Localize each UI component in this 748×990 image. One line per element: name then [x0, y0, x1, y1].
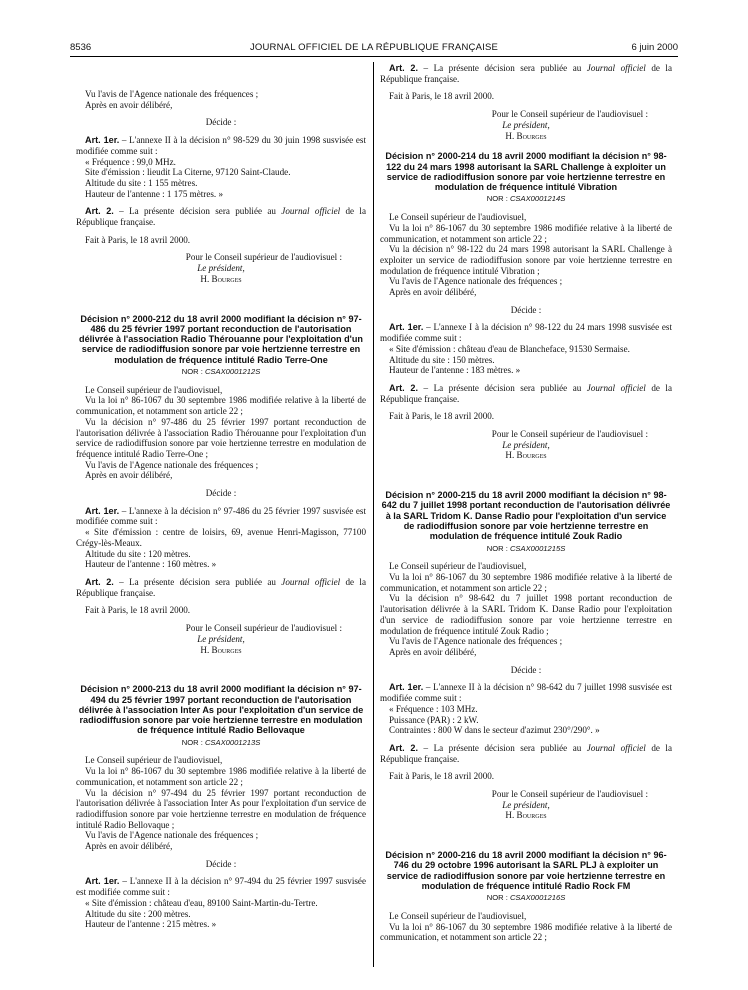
paragraph: Après en avoir délibéré,: [85, 470, 173, 481]
article: [76, 135, 366, 156]
signature-role: Le président,: [502, 799, 550, 810]
signature-name: H. Bourges: [505, 810, 547, 821]
article: [76, 206, 366, 227]
paragraph: Le Conseil supérieur de l'audiovisuel,: [85, 384, 223, 395]
article-label: Art. 2.: [85, 576, 114, 587]
column-right: [380, 63, 672, 943]
article-tail: de la République française.: [76, 206, 366, 228]
nor-reference: [380, 893, 672, 904]
decide-heading: Décide :: [510, 304, 542, 315]
spacer: [76, 570, 366, 577]
article-text: – La présente décision sera publiée au: [418, 382, 587, 393]
signature-for: Pour le Conseil supérieur de l'audiovisuel :: [491, 109, 648, 120]
article-text: – L'annexe II à la décision n° 98-529 du 30 juin 1998 susvisée est modifiée comme suit :: [76, 135, 366, 156]
fait-a-paris: Fait à Paris, le 18 avril 2000.: [85, 234, 191, 245]
decision-title-213: Décision n° 2000-213 du 18 avril 2000 modifiant la décision n° 97-494 du 25 février 1997 portant reconduction de l'autorisation délivrée à l'association Inter As pour l'exploitation d'un service de radiodiffusion sonore par voie hertzienne terrestre en modulation de fréquence intitulé Radio Bellovaque: [78, 684, 364, 736]
spacer: [380, 736, 672, 743]
article-text: – L'annexe II à la décision n° 98-642 du 7 juillet 1998 susvisée est modifiée comme suit :: [380, 682, 672, 704]
paragraph: Altitude du site : 200 mètres.: [85, 908, 191, 919]
article-label: Art. 1er.: [85, 135, 120, 146]
spacer: [380, 298, 672, 305]
nor-label: NOR :: [181, 367, 205, 377]
fait-a-paris: Fait à Paris, le 18 avril 2000.: [389, 771, 495, 782]
article-label: Art. 2.: [389, 382, 419, 393]
paragraph: Vu la loi n° 86-1067 du 30 septembre 1986 modifiée relative à la liberté de communication, et notamment son article 22 ;: [380, 572, 672, 593]
article-label: Art. 1er.: [85, 876, 120, 887]
spacer: [76, 869, 366, 876]
paragraph: Le Conseil supérieur de l'audiovisuel,: [85, 755, 223, 766]
decide-heading: Décide :: [510, 664, 542, 675]
paragraph: Vu l'avis de l'Agence nationale des fréquences ;: [389, 276, 563, 287]
spacer: [76, 228, 366, 235]
article-tail: de la République française.: [76, 576, 366, 598]
article-label: Art. 2.: [389, 742, 419, 753]
journal-officiel-ref: Journal officiel: [586, 742, 646, 753]
paragraph: Vu l'avis de l'Agence nationale des fréquences ;: [85, 89, 259, 99]
signature-for: Pour le Conseil supérieur de l'audiovisuel :: [185, 252, 342, 263]
article-text: – L'annexe II à la décision n° 97-494 du 25 février 1997 susvisée est modifiée comme suit :: [76, 876, 366, 898]
paragraph: Hauteur de l'antenne : 1 175 mètres. »: [85, 188, 224, 199]
paragraph: Hauteur de l'antenne : 183 mètres. »: [389, 365, 521, 376]
article-label: Art. 1er.: [389, 322, 424, 333]
paragraph: « Site d'émission : centre de loisirs, 69, avenue Henri-Magisson, 77100 Crégy-lès-Meaux.: [76, 527, 366, 548]
paragraph: Hauteur de l'antenne : 215 mètres. »: [85, 919, 217, 930]
article-label: Art. 1er.: [85, 505, 120, 516]
article-text: – La présente décision sera publiée au: [418, 63, 587, 73]
paragraph: Vu l'avis de l'Agence nationale des fréquences ;: [389, 636, 563, 647]
paragraph: Vu l'avis de l'Agence nationale des fréquences ;: [85, 459, 259, 470]
article: [380, 322, 672, 343]
spacer: [76, 285, 366, 311]
spacer: [76, 481, 366, 488]
spacer: [380, 782, 672, 789]
paragraph: Le Conseil supérieur de l'audiovisuel,: [389, 561, 527, 572]
spacer: [380, 141, 672, 148]
article-text: – L'annexe à la décision n° 97-486 du 25 février 1997 susvisée est modifiée comme suit :: [76, 505, 366, 527]
paragraph: « Fréquence : 99,0 MHz.: [85, 156, 176, 167]
signature-role: Le président,: [502, 439, 550, 450]
spacer: [380, 404, 672, 411]
spacer: [380, 102, 672, 109]
paragraph: Vu la décision n° 98-642 du 7 juillet 1998 portant reconduction de l'autorisation délivrée à la SARL Tridom K. Danse Radio pour l'exploitation d'un service de radiodiffusion sonore par voie hertzienne terrestre en modulation de fréquence intitulé Zouk Radio ;: [380, 593, 672, 636]
paragraph: Après en avoir délibéré,: [85, 99, 173, 110]
journal-officiel-ref: Journal officiel: [586, 382, 646, 393]
nor-label: NOR :: [486, 194, 510, 204]
nor-code: CSAX0001216S: [509, 893, 566, 903]
paragraph: Vu la loi n° 86-1067 du 30 septembre 1986 modifiée relative à la liberté de communication, et notamment son article 22 ;: [76, 395, 366, 417]
fait-a-paris: Fait à Paris, le 18 avril 2000.: [389, 411, 495, 422]
paragraph: Puissance (PAR) : 2 kW.: [389, 714, 479, 725]
signature-for: Pour le Conseil supérieur de l'audiovisuel :: [185, 623, 342, 634]
paragraph: Altitude du site : 1 155 mètres.: [85, 177, 198, 188]
nor-code: CSAX0001212S: [204, 367, 261, 377]
paragraph: Vu la décision n° 97-494 du 25 février 1997 portant reconduction de l'autorisation délivrée à l'association Inter As pour l'exploitation d'un service de radiodiffusion sonore par voie hertzienne terrestre en modulation de fréquence intitulé Radio Bellovaque ;: [76, 787, 366, 830]
decide-heading: Décide :: [205, 858, 237, 869]
journal-officiel-ref: Journal officiel: [586, 63, 646, 73]
article-tail: de la République française.: [380, 742, 672, 764]
spacer: [380, 422, 672, 429]
decision-title-216: Décision n° 2000-216 du 18 avril 2000 modifiant la décision n° 96-746 du 29 octobre 1996 autorisant la SARL PLJ à exploiter un service de radiodiffusion sonore par voie hertzienne terrestre en modulation de fréquence intitulé Radio Rock FM: [385, 850, 667, 892]
signature-name: H. Bourges: [200, 273, 242, 284]
signature-name: H. Bourges: [505, 130, 547, 141]
article: [76, 577, 366, 598]
article: [380, 383, 672, 404]
decision-title-215: Décision n° 2000-215 du 18 avril 2000 modifiant la décision n° 98-642 du 7 juillet 1998 portant reconduction de l'autorisation délivrée à la SARL Tridom K. Danse Radio pour l'exploitation d'un service de radiodiffusion sonore par voie hertzienne terrestre en modulation de fréquence intitulé Zouk Radio: [381, 490, 671, 542]
decide-heading: Décide :: [205, 117, 237, 128]
signature-name: H. Bourges: [505, 450, 547, 461]
nor-reference: [380, 194, 672, 205]
paragraph: Après en avoir délibéré,: [85, 841, 173, 852]
article: [380, 743, 672, 764]
signature-name: H. Bourges: [200, 644, 242, 655]
paragraph: « Fréquence : 103 MHz.: [389, 703, 478, 714]
spacer: [76, 199, 366, 206]
signature-role: Le président,: [197, 263, 245, 274]
paragraph: Après en avoir délibéré,: [389, 287, 477, 298]
signature-for: Pour le Conseil supérieur de l'audiovisuel :: [491, 429, 648, 440]
nor-label: NOR :: [181, 737, 205, 747]
article: [380, 63, 672, 84]
nor-code: CSAX0001213S: [204, 737, 261, 747]
article-text: – La présente décision sera publiée au: [113, 576, 282, 587]
nor-code: CSAX0001215S: [509, 543, 566, 553]
spacer: [76, 128, 366, 135]
article-text: – La présente décision sera publiée au: [113, 206, 282, 217]
article: [380, 682, 672, 703]
page-number: 8536: [70, 42, 92, 53]
nor-code: CSAX0001214S: [509, 194, 566, 204]
decision-title-214: Décision n° 2000-214 du 18 avril 2000 modifiant la décision n° 98-122 du 24 mars 1998 autorisant la SARL Challenge à exploiter un service de radiodiffusion sonore par voie hertzienne terrestre en modulation de fréquence intitulé Vibration: [385, 151, 667, 193]
spacer: [380, 675, 672, 682]
fait-a-paris: Fait à Paris, le 18 avril 2000.: [85, 605, 191, 616]
article: [76, 876, 366, 897]
spacer: [380, 315, 672, 322]
page-header: [70, 40, 678, 57]
spacer: [380, 764, 672, 771]
paragraph: Vu la décision n° 97-486 du 25 février 1997 portant reconduction de l'autorisation délivrée à l'association Radio Thérouanne pour l'exploitation d'un service de radiodiffusion sonore par voie hertzienne terrestre en modulation de fréquence intitulé Radio Terre-One ;: [76, 416, 366, 459]
article-label: Art. 2.: [85, 206, 114, 217]
journal-officiel-ref: Journal officiel: [281, 576, 341, 587]
signature-role: Le président,: [197, 633, 245, 644]
column-separator: [373, 62, 374, 967]
fait-a-paris: Fait à Paris, le 18 avril 2000.: [389, 91, 495, 102]
paragraph: Vu la décision n° 98-122 du 24 mars 1998 autorisant la SARL Challenge à exploiter un service de radiodiffusion sonore par voie hertzienne terrestre en modulation de fréquence intitulé Vibration ;: [380, 244, 672, 276]
article-text: – La présente décision sera publiée au: [418, 742, 587, 753]
paragraph: Vu l'avis de l'Agence nationale des fréquences ;: [85, 830, 259, 841]
spacer: [380, 658, 672, 665]
paragraph: « Site d'émission : château d'eau, 89100 Saint-Martin-du-Tertre.: [85, 897, 318, 908]
paragraph: Après en avoir délibéré,: [389, 646, 477, 657]
paragraph: Le Conseil supérieur de l'audiovisuel,: [389, 212, 527, 223]
spacer: [76, 110, 366, 117]
signature-for: Pour le Conseil supérieur de l'audiovisuel :: [491, 789, 648, 800]
nor-label: NOR :: [486, 893, 510, 903]
decision-title-212: Décision n° 2000-212 du 18 avril 2000 modifiant la décision n° 97-486 du 25 février 1997 portant reconduction de l'autorisation délivrée à l'association Radio Thérouanne pour l'exploitation d'un service de radiodiffusion sonore par voie hertzienne terrestre en modulation de fréquence intitulé Radio Terre-One: [79, 313, 363, 365]
nor-label: NOR :: [486, 543, 510, 553]
column-left: [76, 89, 366, 930]
paragraph: Site d'émission : lieudit La Citerne, 97120 Saint-Claude.: [85, 167, 291, 178]
paragraph: « Site d'émission : château d'eau de Blancheface, 91530 Sermaise.: [389, 343, 630, 354]
article: [76, 506, 366, 527]
article-label: Art. 2.: [389, 63, 419, 73]
decide-heading: Décide :: [205, 488, 237, 499]
paragraph: Vu la loi n° 86-1067 du 30 septembre 1986 modifiée relative à la liberté de communication, et notamment son article 22 ;: [380, 222, 672, 244]
spacer: [380, 461, 672, 487]
article-tail: de la République française.: [380, 382, 672, 404]
spacer: [76, 616, 366, 623]
spacer: [76, 245, 366, 252]
article-tail: de la République française.: [380, 63, 672, 84]
paragraph: Vu la loi n° 86-1067 du 30 septembre 1986 modifiée relative à la liberté de communication, et notamment son article 22 ;: [380, 921, 672, 943]
paragraph: Altitude du site : 150 mètres.: [389, 354, 495, 365]
nor-reference: [380, 544, 672, 555]
nor-reference: [76, 738, 366, 749]
spacer: [380, 821, 672, 847]
paragraph: Hauteur de l'antenne : 160 mètres. »: [85, 559, 217, 570]
spacer: [76, 852, 366, 859]
issue-date: 6 juin 2000: [631, 42, 678, 53]
spacer: [380, 376, 672, 383]
spacer: [76, 655, 366, 681]
nor-reference: [76, 367, 366, 378]
paragraph: Vu la loi n° 86-1067 du 30 septembre 1986 modifiée relative à la liberté de communication, et notamment son article 22 ;: [76, 766, 366, 787]
spacer: [76, 499, 366, 506]
journal-title: JOURNAL OFFICIEL DE LA RÉPUBLIQUE FRANÇAISE: [249, 42, 499, 53]
journal-officiel-ref: Journal officiel: [281, 206, 341, 217]
spacer: [380, 84, 672, 91]
paragraph: Altitude du site : 120 mètres.: [85, 548, 191, 559]
article-text: – L'annexe I à la décision n° 98-122 du 24 mars 1998 susvisée est modifiée comme suit :: [380, 322, 672, 344]
signature-role: Le président,: [502, 119, 550, 130]
paragraph: Contraintes : 800 W dans le secteur d'azimut 230°/290°. »: [389, 725, 600, 736]
spacer: [76, 598, 366, 605]
article-label: Art. 1er.: [389, 682, 424, 693]
paragraph: Le Conseil supérieur de l'audiovisuel,: [389, 911, 527, 922]
